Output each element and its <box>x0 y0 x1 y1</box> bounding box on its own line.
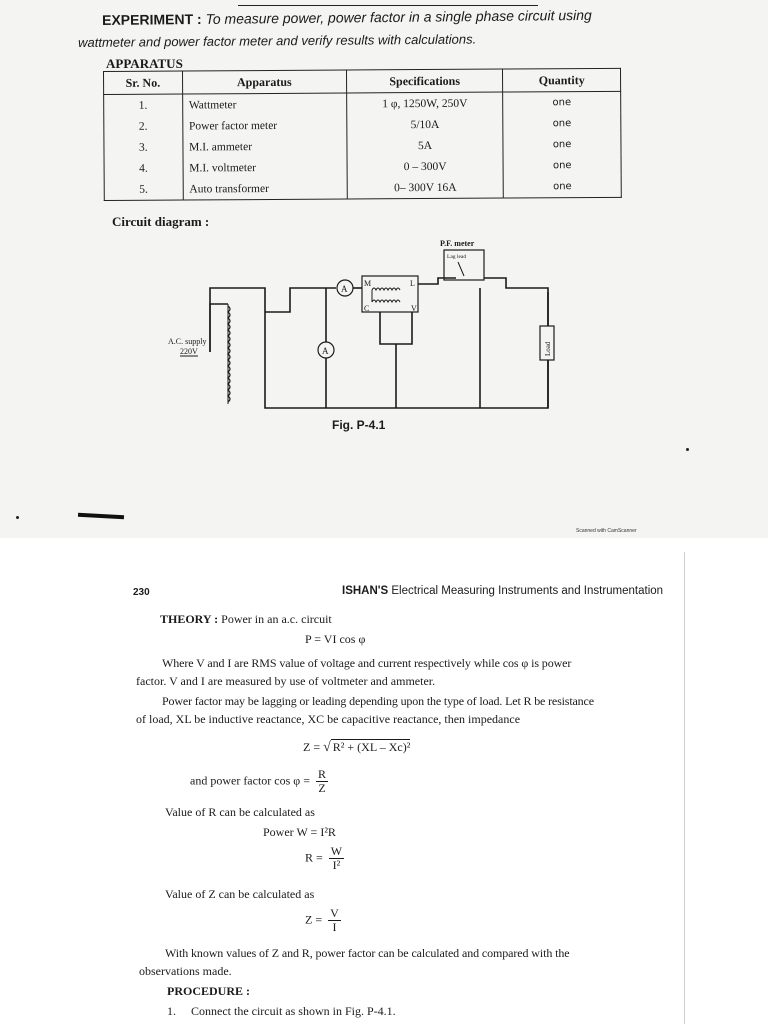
cell-spec: 1 φ, 1250W, 250V <box>347 92 504 114</box>
apparatus-table <box>103 68 622 201</box>
circuit-diagram <box>150 232 590 417</box>
top-border <box>238 0 538 6</box>
procedure-heading: PROCEDURE : <box>167 984 250 998</box>
col-header-apparatus: Apparatus <box>182 70 346 94</box>
page-right-edge <box>684 552 685 1024</box>
step-number: 1. <box>167 1004 176 1018</box>
cell-spec: 0 – 300V <box>347 156 504 178</box>
paragraph-1-line-2: factor. V and I are measured by use of voltmeter and ammeter. <box>136 674 436 688</box>
eq-r-lhs: R = <box>305 850 323 865</box>
eq-z-radicand: R² + (XL – Xc)² <box>332 740 411 754</box>
pf-meter-scale: Lag lead <box>447 254 467 260</box>
eq-r-fraction <box>329 845 344 872</box>
sqrt-sign-icon: √ <box>323 740 331 755</box>
circuit-heading: Circuit diagram : <box>112 214 210 229</box>
equation-wattage: Power W = I²R <box>263 825 336 839</box>
cell-qty: one <box>503 176 621 198</box>
pf-text: and power factor cos φ = <box>190 773 310 788</box>
wattmeter-m-label: M <box>364 279 372 288</box>
ac-supply-voltage: 220V <box>180 347 198 356</box>
ac-supply-label: A.C. supply <box>168 337 207 346</box>
running-header <box>342 585 663 597</box>
table-header-row <box>104 68 621 94</box>
col-header-spec: Specifications <box>346 69 503 93</box>
cell-apparatus: M.I. voltmeter <box>183 157 347 179</box>
cell-apparatus: Power factor meter <box>182 115 346 137</box>
equation-impedance <box>303 740 410 756</box>
supply-wire-left <box>210 288 480 408</box>
theory-label: THEORY : <box>160 612 219 626</box>
step-text: Connect the circuit as shown in Fig. P-4.1. <box>191 1004 396 1018</box>
eq-r-numerator: W <box>330 844 343 858</box>
pf-denominator: Z <box>318 781 326 795</box>
eq-z2-numerator: V <box>330 906 339 920</box>
wattmeter-pressure-coil <box>372 300 400 302</box>
experiment-text-line1: To measure power, power factor in a single phase circuit using <box>205 6 592 27</box>
page-number: 230 <box>133 587 150 598</box>
wattmeter-l-label: L <box>410 279 415 288</box>
paragraph-3-line-2: observations made. <box>139 964 232 978</box>
cell-sr: 2. <box>104 116 183 137</box>
ammeter-branch-label: A <box>322 346 329 356</box>
cell-sr: 4. <box>104 158 183 179</box>
table-row <box>104 176 621 201</box>
speck <box>686 448 689 451</box>
eq-z-lhs: Z = <box>303 740 321 754</box>
eq-r-denominator: I² <box>332 858 341 872</box>
equation-resistance <box>305 845 344 872</box>
apparatus-heading: APPARATUS <box>106 56 183 71</box>
cell-sr: 5. <box>104 179 183 201</box>
table-row <box>104 91 621 116</box>
page-curl-edge <box>78 513 124 519</box>
line-to-pf-meter <box>418 278 456 284</box>
pf-numerator: R <box>317 767 326 781</box>
col-header-qty: Quantity <box>503 68 621 92</box>
cell-sr: 3. <box>104 137 183 158</box>
eq-z2-denominator: I <box>332 920 337 934</box>
experiment-label: EXPERIMENT : <box>102 10 202 28</box>
scanner-watermark: Scanned with CamScanner <box>576 528 637 534</box>
cell-spec: 0– 300V 16A <box>347 177 504 199</box>
equation-power-factor <box>190 768 328 795</box>
theory-intro-text: Power in an a.c. circuit <box>221 612 332 626</box>
book-brand: ISHAN'S <box>342 585 389 597</box>
cell-qty: one <box>503 134 621 156</box>
equation-power: P = VI cos φ <box>305 632 366 646</box>
wattmeter-c-label: C <box>364 304 370 313</box>
paragraph-2-line-2: of load, XL be inductive reactance, XC be capacitive reactance, then impedance <box>136 712 521 726</box>
pf-meter-needle <box>458 262 464 276</box>
col-header-sr: Sr. No. <box>104 71 183 94</box>
pf-fraction <box>316 768 328 795</box>
paragraph-3-line-1: With known values of Z and R, power factor can be calculated and compared with the <box>165 946 570 960</box>
speck <box>16 516 19 519</box>
paragraph-1-line-1: Where V and I are RMS value of voltage and current respectively while cos φ is power <box>162 656 572 670</box>
cell-qty: one <box>503 155 621 177</box>
theory-intro <box>160 612 332 627</box>
cell-qty: one <box>503 113 621 135</box>
wattmeter-v-label: V <box>411 304 417 313</box>
autotransformer-coil <box>210 304 230 404</box>
cell-qty: one <box>503 91 621 113</box>
wattmeter-current-coil <box>372 288 400 290</box>
eq-z2-fraction <box>328 907 341 934</box>
pf-meter-label: P.F. meter <box>440 239 475 248</box>
experiment-text-line2: wattmeter and power factor meter and verify results with calculations. <box>78 31 477 50</box>
figure-caption: Fig. P-4.1 <box>332 418 386 432</box>
paragraph-2-line-1: Power factor may be lagging or leading depending upon the type of load. Let R be resistance <box>162 694 594 708</box>
cell-spec: 5/10A <box>347 114 504 136</box>
experiment-title <box>102 6 642 28</box>
load-label: Load <box>544 341 552 356</box>
equation-z-from-vi <box>305 907 341 934</box>
cell-sr: 1. <box>104 94 183 116</box>
cell-apparatus: Wattmeter <box>182 93 346 116</box>
cell-spec: 5A <box>347 135 504 157</box>
value-z-text: Value of Z can be calculated as <box>165 887 315 901</box>
cell-apparatus: M.I. ammeter <box>183 136 347 158</box>
eq-z2-lhs: Z = <box>305 912 323 927</box>
cell-apparatus: Auto transformer <box>183 178 347 201</box>
procedure-step-1 <box>167 1004 396 1019</box>
value-r-text: Value of R can be calculated as <box>165 805 315 819</box>
ammeter-top-label: A <box>341 284 348 294</box>
book-title: Electrical Measuring Instruments and Instrumentation <box>391 585 664 597</box>
